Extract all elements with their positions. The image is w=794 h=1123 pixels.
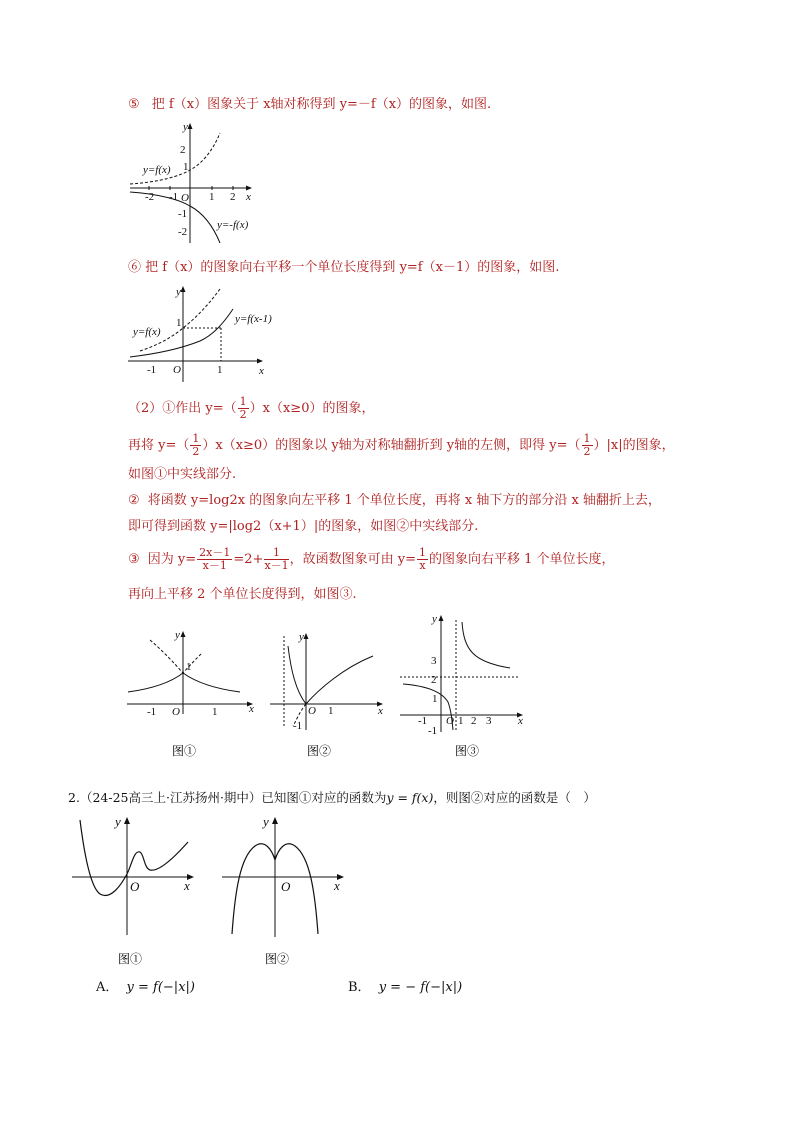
question-2-source: （24-25高三上·江苏扬州·期中） (79, 790, 262, 805)
fig-a-tick-1: 1 (186, 661, 192, 673)
fig5-xtick-n1: -1 (169, 191, 179, 203)
half-num-2: 1 (192, 432, 200, 445)
fig-c-tick-n1: -1 (428, 725, 438, 737)
option-a-label: A． (96, 980, 119, 995)
fig-b-tick-n1: -1 (293, 720, 303, 732)
fig6-y-label: y (176, 286, 181, 298)
option-b-label: B． (348, 980, 371, 995)
fig-a-xtick-n1: -1 (147, 706, 157, 718)
fig-c-xtick-1: 1 (458, 715, 464, 727)
frac3-num: 1 (419, 546, 427, 559)
fig6-x-label: x (259, 365, 264, 377)
fig5-label-f: y=f(x) (143, 164, 171, 176)
fig5-y-label: y (183, 121, 188, 133)
figure-5-graph (125, 118, 265, 248)
fig5-label-neg-f: y=-f(x) (217, 219, 249, 231)
fig-a-origin: O (172, 706, 180, 718)
frac2-num: 1 (264, 547, 288, 560)
part2-line2-a: 再将 y=（ (128, 438, 190, 453)
fig5-origin: O (181, 192, 189, 204)
figure-2-graph (268, 626, 388, 736)
fig6-xtick-n1: -1 (147, 364, 157, 376)
step5-mark: ⑤ (128, 97, 140, 112)
part2-line4-body: 将函数 y=log2x 的图象向左平移 1 个单位长度，再将 x 轴下方的部分沿 x 轴翻折上去， (147, 493, 661, 508)
fig-a-x-label: x (249, 703, 254, 715)
half-den-3: 2 (583, 445, 591, 458)
option-b[interactable] (348, 979, 462, 997)
question-2-text-a: 已知图①对应的函数为 (261, 790, 387, 805)
fig-c-xtick-2: 2 (471, 715, 477, 727)
fig-c-tick-2: 2 (431, 674, 437, 686)
q2-fig2-x-label: x (334, 878, 340, 893)
fig5-tick-n2: -2 (178, 226, 188, 238)
part2-line1 (128, 396, 374, 421)
half-den-2: 2 (192, 445, 200, 458)
part2-line4 (128, 492, 661, 510)
question-2-number: 2. (68, 790, 80, 805)
fig-c-caption: 图③ (455, 744, 480, 758)
fig5-tick-n1: -1 (178, 208, 188, 220)
part2-line6-a: 因为 y= (147, 552, 197, 567)
fig-b-origin: O (308, 705, 316, 717)
fig6-label-g: y=f(x-1) (235, 313, 272, 325)
fig-c-xtick-3: 3 (486, 715, 492, 727)
part2-line6-mark: ③ (128, 552, 140, 567)
step5-body: 把 f（x）图象关于 x轴对称得到 y=－f（x）的图象，如图. (151, 97, 492, 112)
fig5-xtick-1: 1 (209, 191, 215, 203)
fig-c-x-label: x (518, 715, 523, 727)
fig6-label-f: y=f(x) (133, 326, 161, 338)
part2-line2-b: ）x（x≥0）的图象以 y轴为对称轴翻折到 y轴的左侧，即得 y=（ (202, 438, 581, 453)
part2-line6-d: 的图象向右平移 1 个单位长度， (429, 552, 615, 567)
part2-line3: 如图①中实线部分. (128, 467, 237, 482)
fig-c-tick-3: 3 (431, 655, 437, 667)
figure-6-graph (125, 284, 275, 384)
frac2-den: x－1 (264, 559, 289, 572)
part2-line2 (128, 433, 675, 458)
frac1-den: x－1 (202, 559, 227, 572)
q2-figure-1-graph (70, 812, 200, 937)
half-num-1: 1 (239, 395, 247, 408)
fig-c-xtick-n1: -1 (418, 715, 428, 727)
fig-a-xtick-1: 1 (212, 706, 218, 718)
step6-body: 把 f（x）的图象向右平移一个单位长度得到 y=f（x－1）的图象，如图. (145, 260, 560, 275)
fig6-xtick-1: 1 (217, 364, 223, 376)
q2-figure-2-graph (220, 812, 350, 942)
step5-text (128, 96, 491, 114)
q2-fig1-x-label: x (184, 878, 190, 893)
option-b-formula: y = − f(−|x|) (378, 980, 463, 995)
q2-fig2-caption: 图② (265, 952, 290, 966)
fig-c-origin: O (446, 715, 454, 727)
fig-c-y-label: y (432, 613, 437, 625)
fig6-origin: O (173, 364, 181, 376)
question-2-eq: y = f(x) (386, 790, 434, 805)
fig-c-tick-1: 1 (432, 693, 438, 705)
part2-line5: 即可得到函数 y=|log2（x+1）|的图象，如图②中实线部分. (128, 519, 479, 534)
part2-line4-mark: ② (128, 493, 140, 508)
part2-line1-pre: （2）①作出 y=（ (128, 401, 237, 416)
fig6-tick-1: 1 (176, 317, 182, 329)
option-a-formula: y = f(−|x|) (126, 980, 195, 995)
fig-b-caption: 图② (307, 744, 332, 758)
fig-a-y-label: y (175, 629, 180, 641)
fig5-tick-2: 2 (180, 144, 186, 156)
fig5-tick-1: 1 (183, 161, 189, 173)
part2-line6-b: =2+ (233, 552, 264, 567)
step6-mark: ⑥ (128, 260, 142, 275)
question-2-stem (68, 789, 596, 807)
q2-fig1-caption: 图① (118, 952, 143, 966)
part2-line6 (128, 547, 615, 572)
part2-line1-post: ）x（x≥0）的图象， (249, 401, 375, 416)
fig5-x-label: x (246, 191, 251, 203)
fig5-xtick-2: 2 (230, 191, 236, 203)
frac3-den: x (419, 559, 426, 572)
fig5-xtick-n2: -2 (145, 191, 155, 203)
option-a[interactable] (96, 979, 195, 997)
fig-a-caption: 图① (172, 744, 197, 758)
fig-b-x-label: x (378, 705, 383, 717)
part2-line7: 再向上平移 2 个单位长度得到，如图③. (128, 587, 357, 602)
q2-fig1-origin: O (130, 879, 140, 894)
frac1-num: 2x－1 (199, 546, 231, 559)
part2-line6-c: ，故函数图象可由 y= (289, 552, 417, 567)
figure-3-graph (398, 610, 528, 735)
half-num-3: 1 (583, 432, 591, 445)
q2-fig2-origin: O (281, 879, 291, 894)
step6-text (128, 259, 559, 277)
q2-fig2-y-label: y (263, 814, 269, 829)
fig-b-y-label: y (299, 631, 304, 643)
fig-b-xtick-1: 1 (328, 705, 334, 717)
figure-1-graph (125, 626, 260, 716)
half-den-1: 2 (239, 408, 247, 421)
part2-line2-c: ）|x|的图象， (593, 438, 675, 453)
question-2-text-b: ，则图②对应的函数是（ ） (433, 790, 596, 805)
q2-fig1-y-label: y (115, 814, 121, 829)
